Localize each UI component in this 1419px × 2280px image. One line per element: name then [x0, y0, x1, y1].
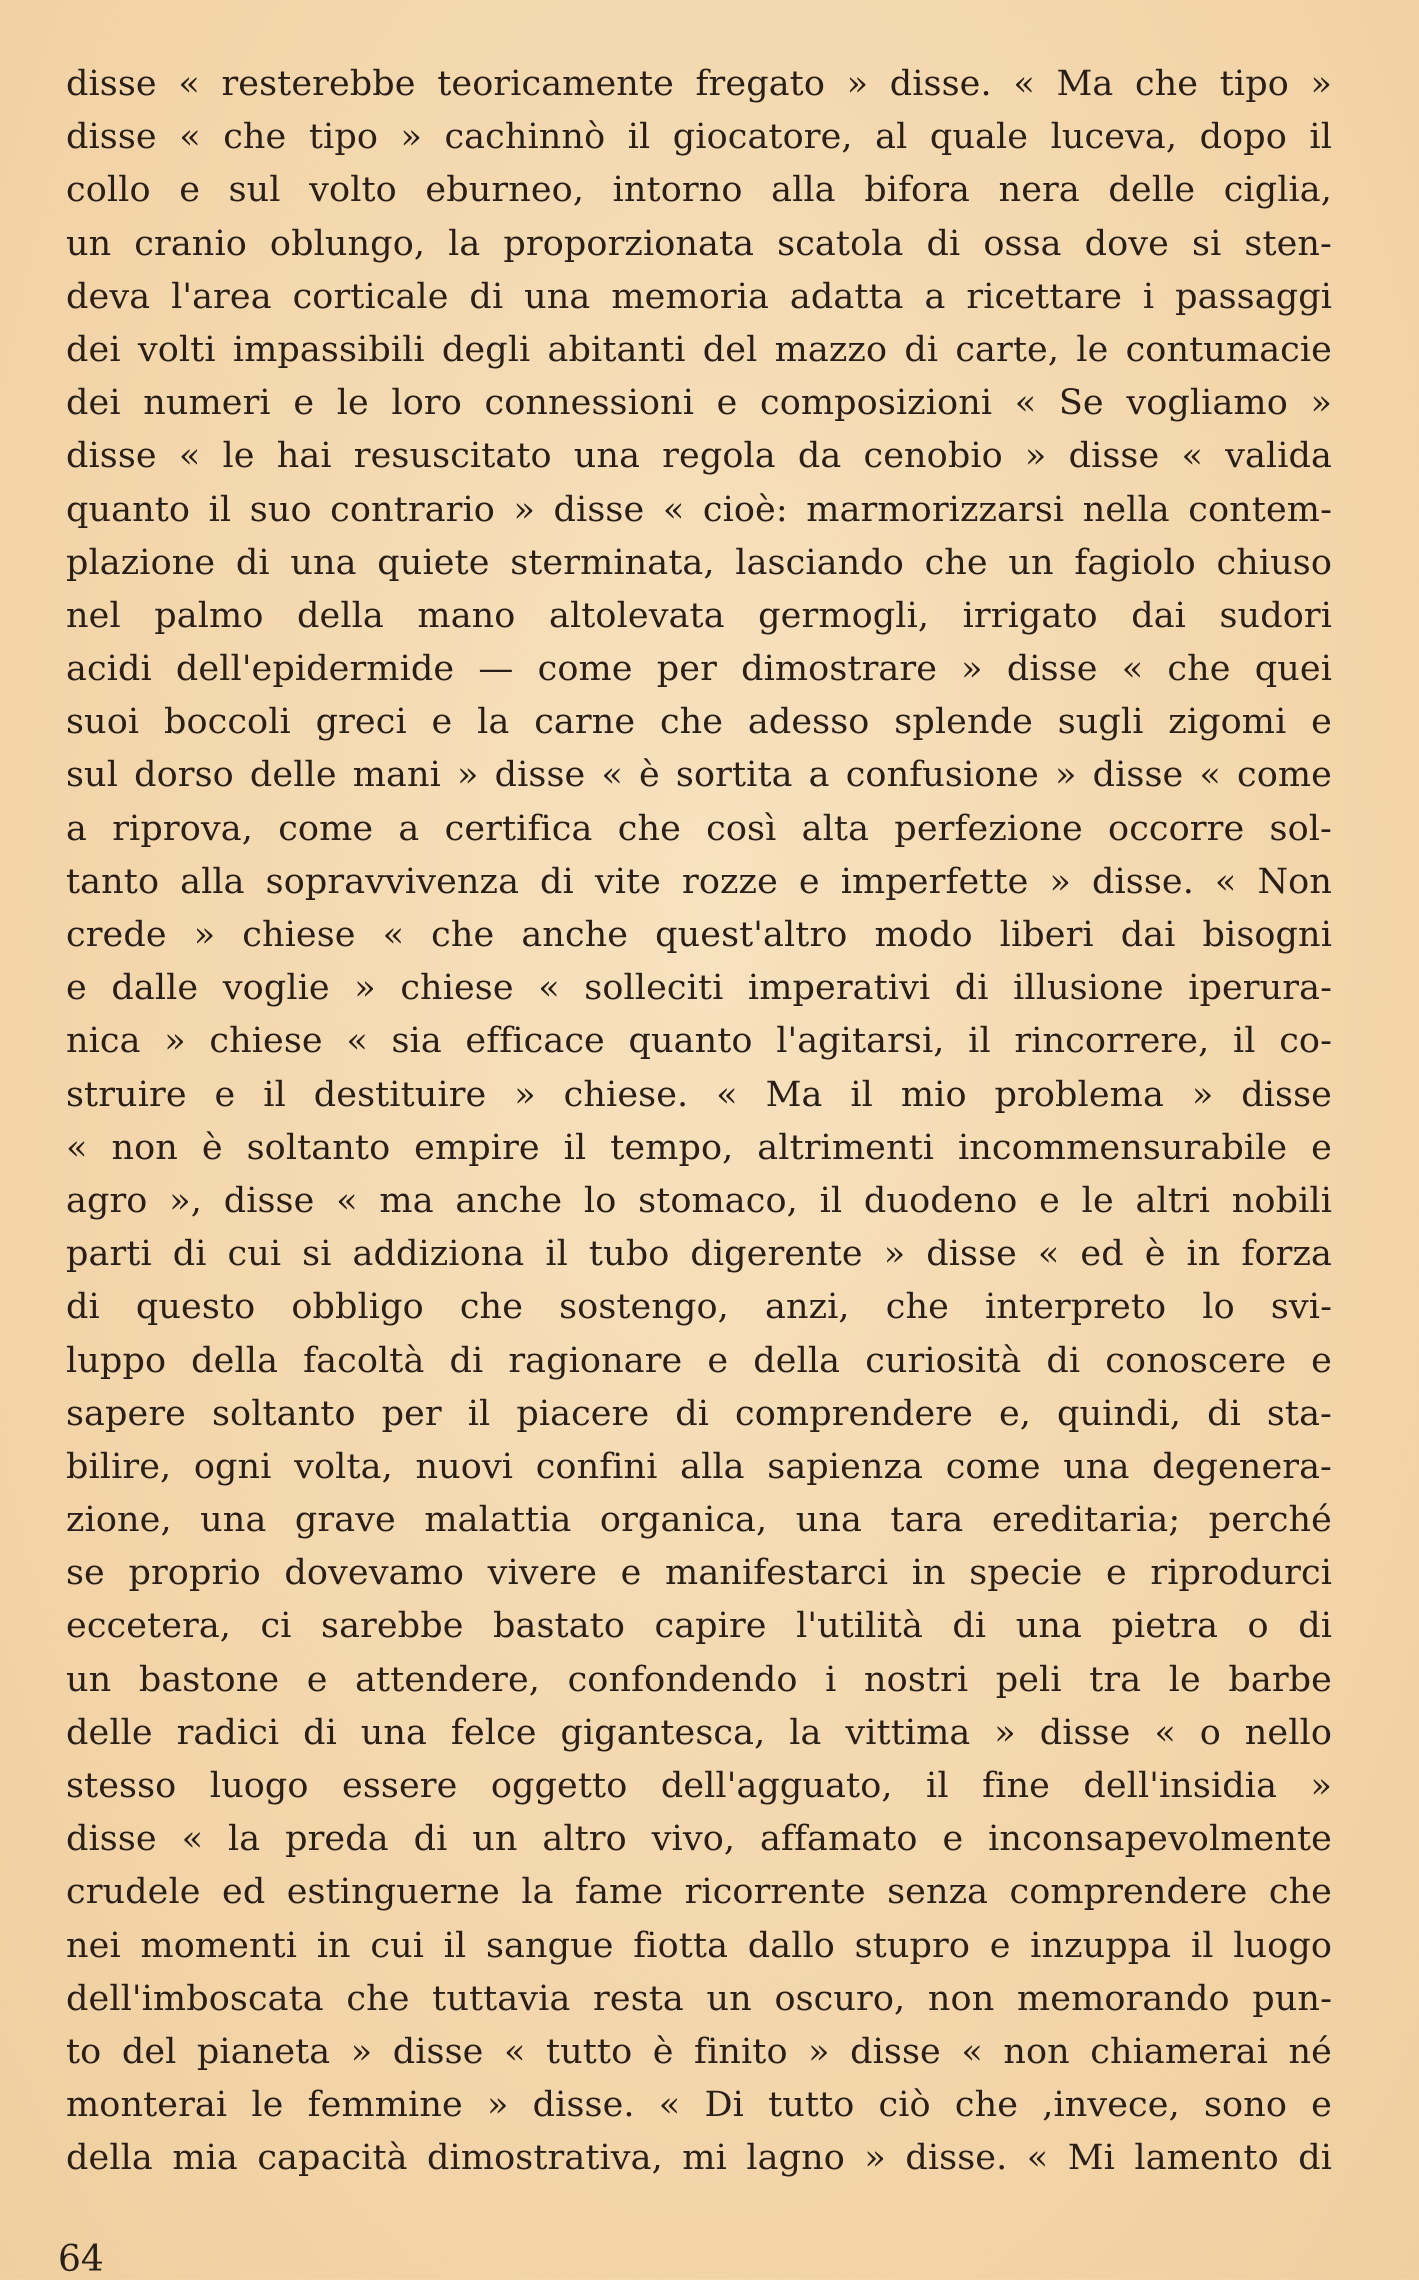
- text-line: un bastone e attendere, confondendo i nostri peli tra le barbe: [66, 1659, 1332, 1700]
- text-line: un cranio oblungo, la proporzionata scatola di ossa dove si sten-: [66, 223, 1332, 264]
- text-line: eccetera, ci sarebbe bastato capire l'utilità di una pietra o di: [66, 1606, 1332, 1647]
- text-line: collo e sul volto eburneo, intorno alla bifora nera delle ciglia,: [66, 170, 1332, 211]
- page-number: 64: [58, 2239, 104, 2280]
- text-line: disse « le hai resuscitato una regola da cenobio » disse « valida: [66, 436, 1332, 477]
- text-line: disse « che tipo » cachinnò il giocatore, al quale luceva, dopo il: [66, 117, 1332, 158]
- text-line: della mia capacità dimostrativa, mi lagno » disse. « Mi lamento di: [66, 2138, 1332, 2179]
- text-line: dei volti impassibili degli abitanti del mazzo di carte, le contumacie: [66, 329, 1332, 370]
- text-line: crudele ed estinguerne la fame ricorrente senza comprendere che: [66, 1872, 1332, 1913]
- text-line: e dalle voglie » chiese « solleciti imperativi di illusione iperura-: [66, 968, 1332, 1009]
- text-line: nei momenti in cui il sangue fiotta dallo stupro e inzuppa il luogo: [66, 1925, 1332, 1966]
- text-line: to del pianeta » disse « tutto è finito » disse « non chiamerai né: [66, 2031, 1332, 2072]
- text-line: tanto alla sopravvivenza di vite rozze e imperfette » disse. « Non: [66, 861, 1332, 902]
- text-line: bilire, ogni volta, nuovi confini alla sapienza come una degenera-: [66, 1446, 1332, 1487]
- text-line: plazione di una quiete sterminata, lasciando che un fagiolo chiuso: [66, 542, 1332, 583]
- text-line: crede » chiese « che anche quest'altro modo liberi dai bisogni: [66, 915, 1332, 955]
- text-line: suoi boccoli greci e la carne che adesso splende sugli zigomi e: [66, 702, 1332, 743]
- text-line: parti di cui si addiziona il tubo digerente » disse « ed è in forza: [66, 1234, 1332, 1275]
- text-line: delle radici di una felce gigantesca, la vittima » disse « o nello: [66, 1712, 1332, 1753]
- text-line: disse « la preda di un altro vivo, affamato e inconsapevolmente: [66, 1819, 1332, 1860]
- text-line: struire e il destituire » chiese. « Ma il mio problema » disse: [66, 1074, 1332, 1115]
- text-line: di questo obbligo che sostengo, anzi, che interpreto lo svi-: [66, 1287, 1332, 1328]
- text-line: acidi dell'epidermide — come per dimostrare » disse « che quei: [66, 649, 1332, 690]
- text-line: quanto il suo contrario » disse « cioè: marmorizzarsi nella contem-: [66, 489, 1332, 530]
- text-line: dell'imboscata che tuttavia resta un oscuro, non memorando pun-: [66, 1978, 1332, 2019]
- text-line: a riprova, come a certifica che così alta perfezione occorre sol-: [66, 808, 1332, 849]
- text-line: nel palmo della mano altolevata germogli, irrigato dai sudori: [66, 595, 1332, 636]
- text-line: zione, una grave malattia organica, una tara ereditaria; perché: [66, 1500, 1332, 1541]
- text-line: se proprio dovevamo vivere e manifestarci in specie e riprodurci: [66, 1553, 1332, 1594]
- text-line: « non è soltanto empire il tempo, altrimenti incommensurabile e: [66, 1127, 1332, 1168]
- text-line: monterai le femmine » disse. « Di tutto ciò che ,invece, sono e: [66, 2085, 1332, 2126]
- text-line: dei numeri e le loro connessioni e composizioni « Se vogliamo »: [66, 383, 1332, 424]
- body-text: [66, 58, 1332, 2186]
- text-line: stesso luogo essere oggetto dell'agguato, il fine dell'insidia »: [66, 1766, 1332, 1806]
- text-line: sapere soltanto per il piacere di comprendere e, quindi, di sta-: [66, 1393, 1332, 1434]
- text-line: deva l'area corticale di una memoria adatta a ricettare i passaggi: [66, 276, 1332, 317]
- text-line: sul dorso delle mani » disse « è sortita a confusione » disse « come: [66, 755, 1332, 796]
- text-line: nica » chiese « sia efficace quanto l'agitarsi, il rincorrere, il co-: [66, 1021, 1332, 1062]
- text-line: luppo della facoltà di ragionare e della curiosità di conoscere e: [66, 1340, 1332, 1381]
- text-line: agro », disse « ma anche lo stomaco, il duodeno e le altri nobili: [66, 1180, 1332, 1221]
- text-line: disse « resterebbe teoricamente fregato » disse. « Ma che tipo »: [66, 64, 1332, 104]
